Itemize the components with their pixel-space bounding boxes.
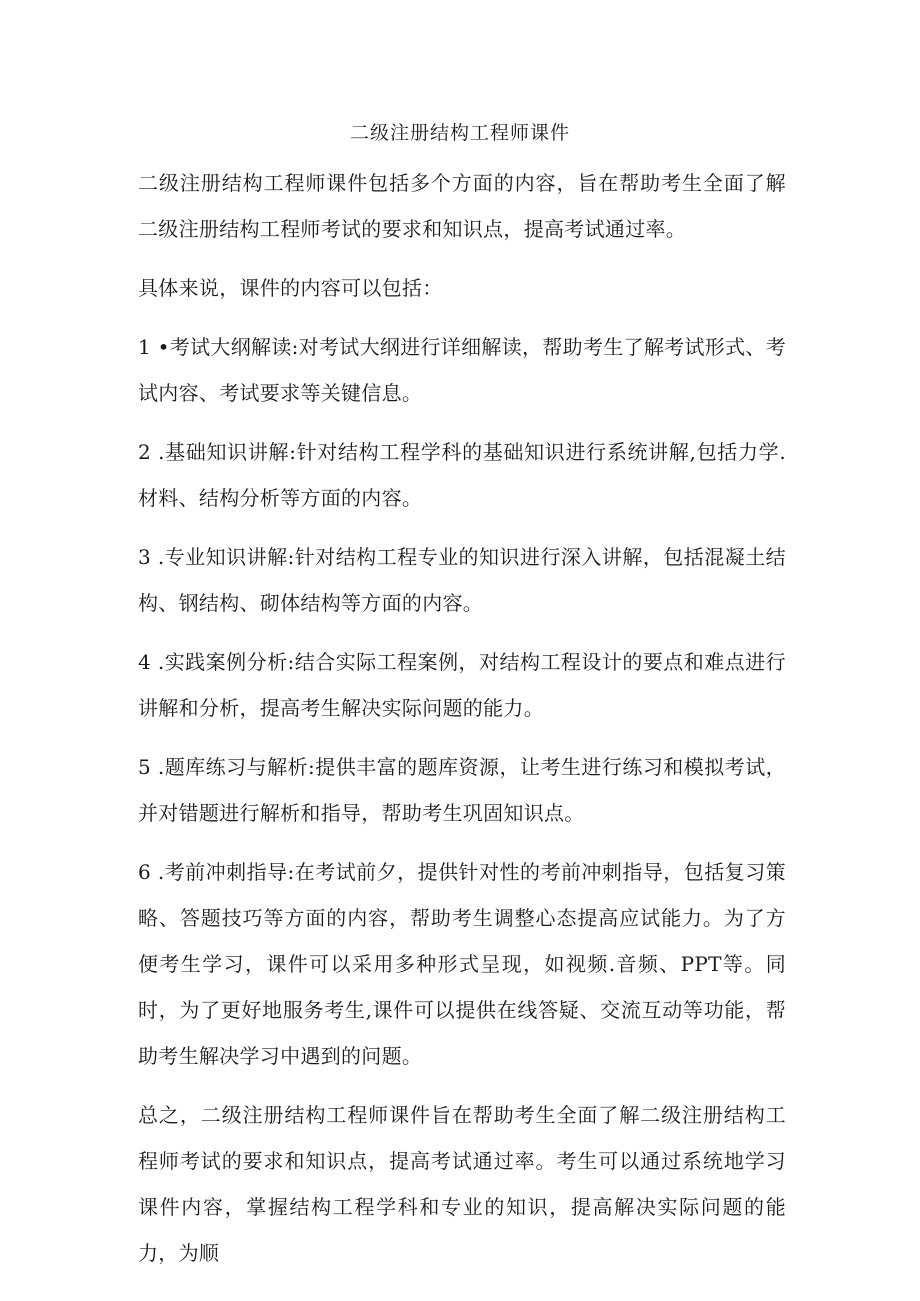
paragraph-summary: 总之，二级注册结构工程师课件旨在帮助考生全面了解二级注册结构工程师考试的要求和知识点，提高考试通过率。考生可以通过系统地学习课件内容，掌握结构工程学科和专业的知识，提高解决实际问题的能力，为顺 xyxy=(138,1103,786,1265)
document-title: 二级注册结构工程师课件 xyxy=(349,122,570,144)
list-item-3: 3 .专业知识讲解:针对结构工程专业的知识进行深入讲解，包括混凝土结构、钢结构、砌体结构等方面的内容。 xyxy=(138,545,786,615)
list-item-5: 5 .题库练习与解析:提供丰富的题库资源，让考生进行练习和模拟考试，并对错题进行解析和指导，帮助考生巩固知识点。 xyxy=(138,755,786,825)
document-body xyxy=(138,160,786,1289)
list-item-1: 1 •考试大纲解读:对考试大纲进行详细解读，帮助考生了解考试形式、考试内容、考试要求等关键信息。 xyxy=(138,335,786,405)
paragraph-intro: 二级注册结构工程师课件包括多个方面的内容，旨在帮助考生全面了解二级注册结构工程师考试的要求和知识点，提高考试通过率。 xyxy=(138,171,786,241)
list-item-6: 6 .考前冲刺指导:在考试前夕，提供针对性的考前冲刺指导，包括复习策略、答题技巧等方面的内容，帮助考生调整心态提高应试能力。为了方便考生学习，课件可以采用多种形式呈现，如视频.音频、PPT等。同时，为了更好地服务考生,课件可以提供在线答疑、交流互动等功能，帮助考生解决学习中遇到的问题。 xyxy=(138,860,786,1068)
paragraph-lead-in: 具体来说，课件的内容可以包括： xyxy=(138,276,443,300)
list-item-4: 4 .实践案例分析:结合实际工程案例，对结构工程设计的要点和难点进行讲解和分析，提高考生解决实际问题的能力。 xyxy=(138,650,786,720)
list-item-2: 2 .基础知识讲解:针对结构工程学科的基础知识进行系统讲解,包括力学.材料、结构分析等方面的内容。 xyxy=(138,440,786,510)
